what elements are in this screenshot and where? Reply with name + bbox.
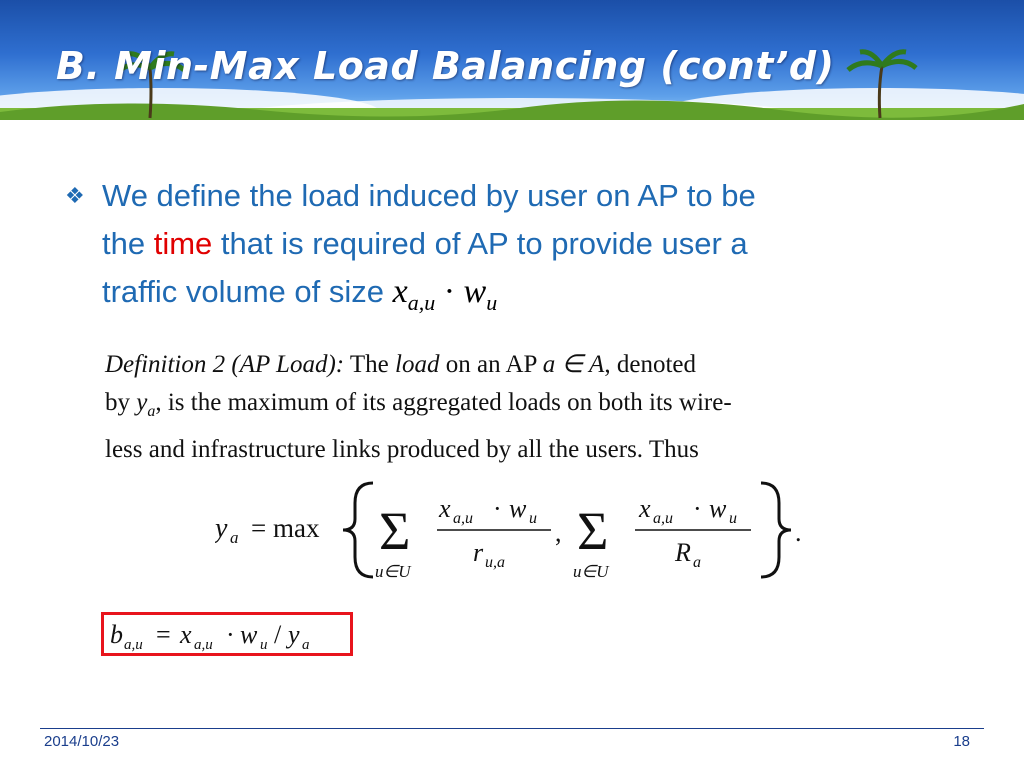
- frac1-num-x: x: [439, 494, 451, 523]
- left-brace: [343, 483, 373, 577]
- traffic-volume-formula: $x_{a,u} \cdot w_u$: [392, 273, 498, 315]
- boxed-formula: [104, 615, 350, 653]
- bullet-line-2-start: the: [102, 226, 154, 261]
- right-brace: [761, 483, 791, 577]
- frac1-num-w: w: [509, 494, 527, 523]
- bullet-line-2-end: that is required of AP to provide user a: [212, 226, 748, 261]
- bf-y: y: [288, 620, 300, 649]
- eq-lhs: y: [215, 513, 228, 544]
- definition-block: [105, 346, 935, 469]
- definition-line-3: less and infrastructure links produced by all the users. Thus: [105, 436, 699, 463]
- highlighted-formula-box: [101, 612, 353, 656]
- eq-max: = max: [251, 513, 320, 543]
- bf-dot: ·: [226, 620, 235, 649]
- bf-x-sub: a,u: [194, 637, 213, 653]
- eq-period: .: [795, 518, 802, 547]
- frac2-num-x: x: [639, 494, 651, 523]
- frac1-dot: ·: [493, 494, 502, 523]
- bf-slash: /: [274, 620, 282, 649]
- frac2-den-R-sub: a: [693, 554, 701, 571]
- definition-line-2: by $y_a$, is the maximum of its aggregated loads on both its wire-: [105, 389, 732, 420]
- page-number: 18: [953, 733, 970, 750]
- bf-eq: =: [156, 620, 171, 649]
- frac2-num-w: w: [709, 494, 727, 523]
- sum-2: Σ: [577, 501, 609, 561]
- sum-1-index: u∈U: [375, 562, 411, 581]
- footer-date: 2014/10/23: [44, 733, 120, 750]
- frac2-num-w-sub: u: [729, 510, 737, 527]
- bf-w-sub: u: [260, 637, 268, 653]
- frac1-num-x-sub: a,u: [453, 510, 473, 527]
- sum-1: Σ: [379, 501, 411, 561]
- frac1-den-r-sub: u,a: [485, 554, 505, 571]
- highlighted-word-time: time: [153, 226, 213, 261]
- ap-load-equation: [215, 475, 855, 585]
- bf-b: b: [110, 620, 123, 649]
- bullet-point: [65, 172, 952, 327]
- bullet-line-1: We define the load induced by user on AP to be: [102, 178, 756, 213]
- frac1-den-r: r: [473, 538, 484, 567]
- bullet-text: [102, 172, 952, 327]
- slide-header-banner: [0, 0, 1024, 120]
- eq-lhs-sub: a: [230, 528, 239, 547]
- frac2-dot: ·: [693, 494, 702, 523]
- diamond-bullet-icon: ❖: [65, 183, 85, 208]
- frac2-num-x-sub: a,u: [653, 510, 673, 527]
- eq-comma: ,: [555, 518, 562, 547]
- bullet-line-3: traffic volume of size: [102, 274, 393, 309]
- bf-w: w: [240, 620, 258, 649]
- slide-title: B. Min-Max Load Balancing (cont’d): [56, 44, 835, 88]
- sum-2-index: u∈U: [573, 562, 609, 581]
- footer-divider: [40, 728, 984, 729]
- frac2-den-R: R: [675, 538, 691, 567]
- frac1-num-w-sub: u: [529, 510, 537, 527]
- bf-y-sub: a: [302, 637, 310, 653]
- bf-b-sub: a,u: [124, 637, 143, 653]
- definition-line-1: Definition 2 (AP Load): The load on an AP a ∈ A, denoted: [105, 351, 696, 378]
- bf-x: x: [180, 620, 192, 649]
